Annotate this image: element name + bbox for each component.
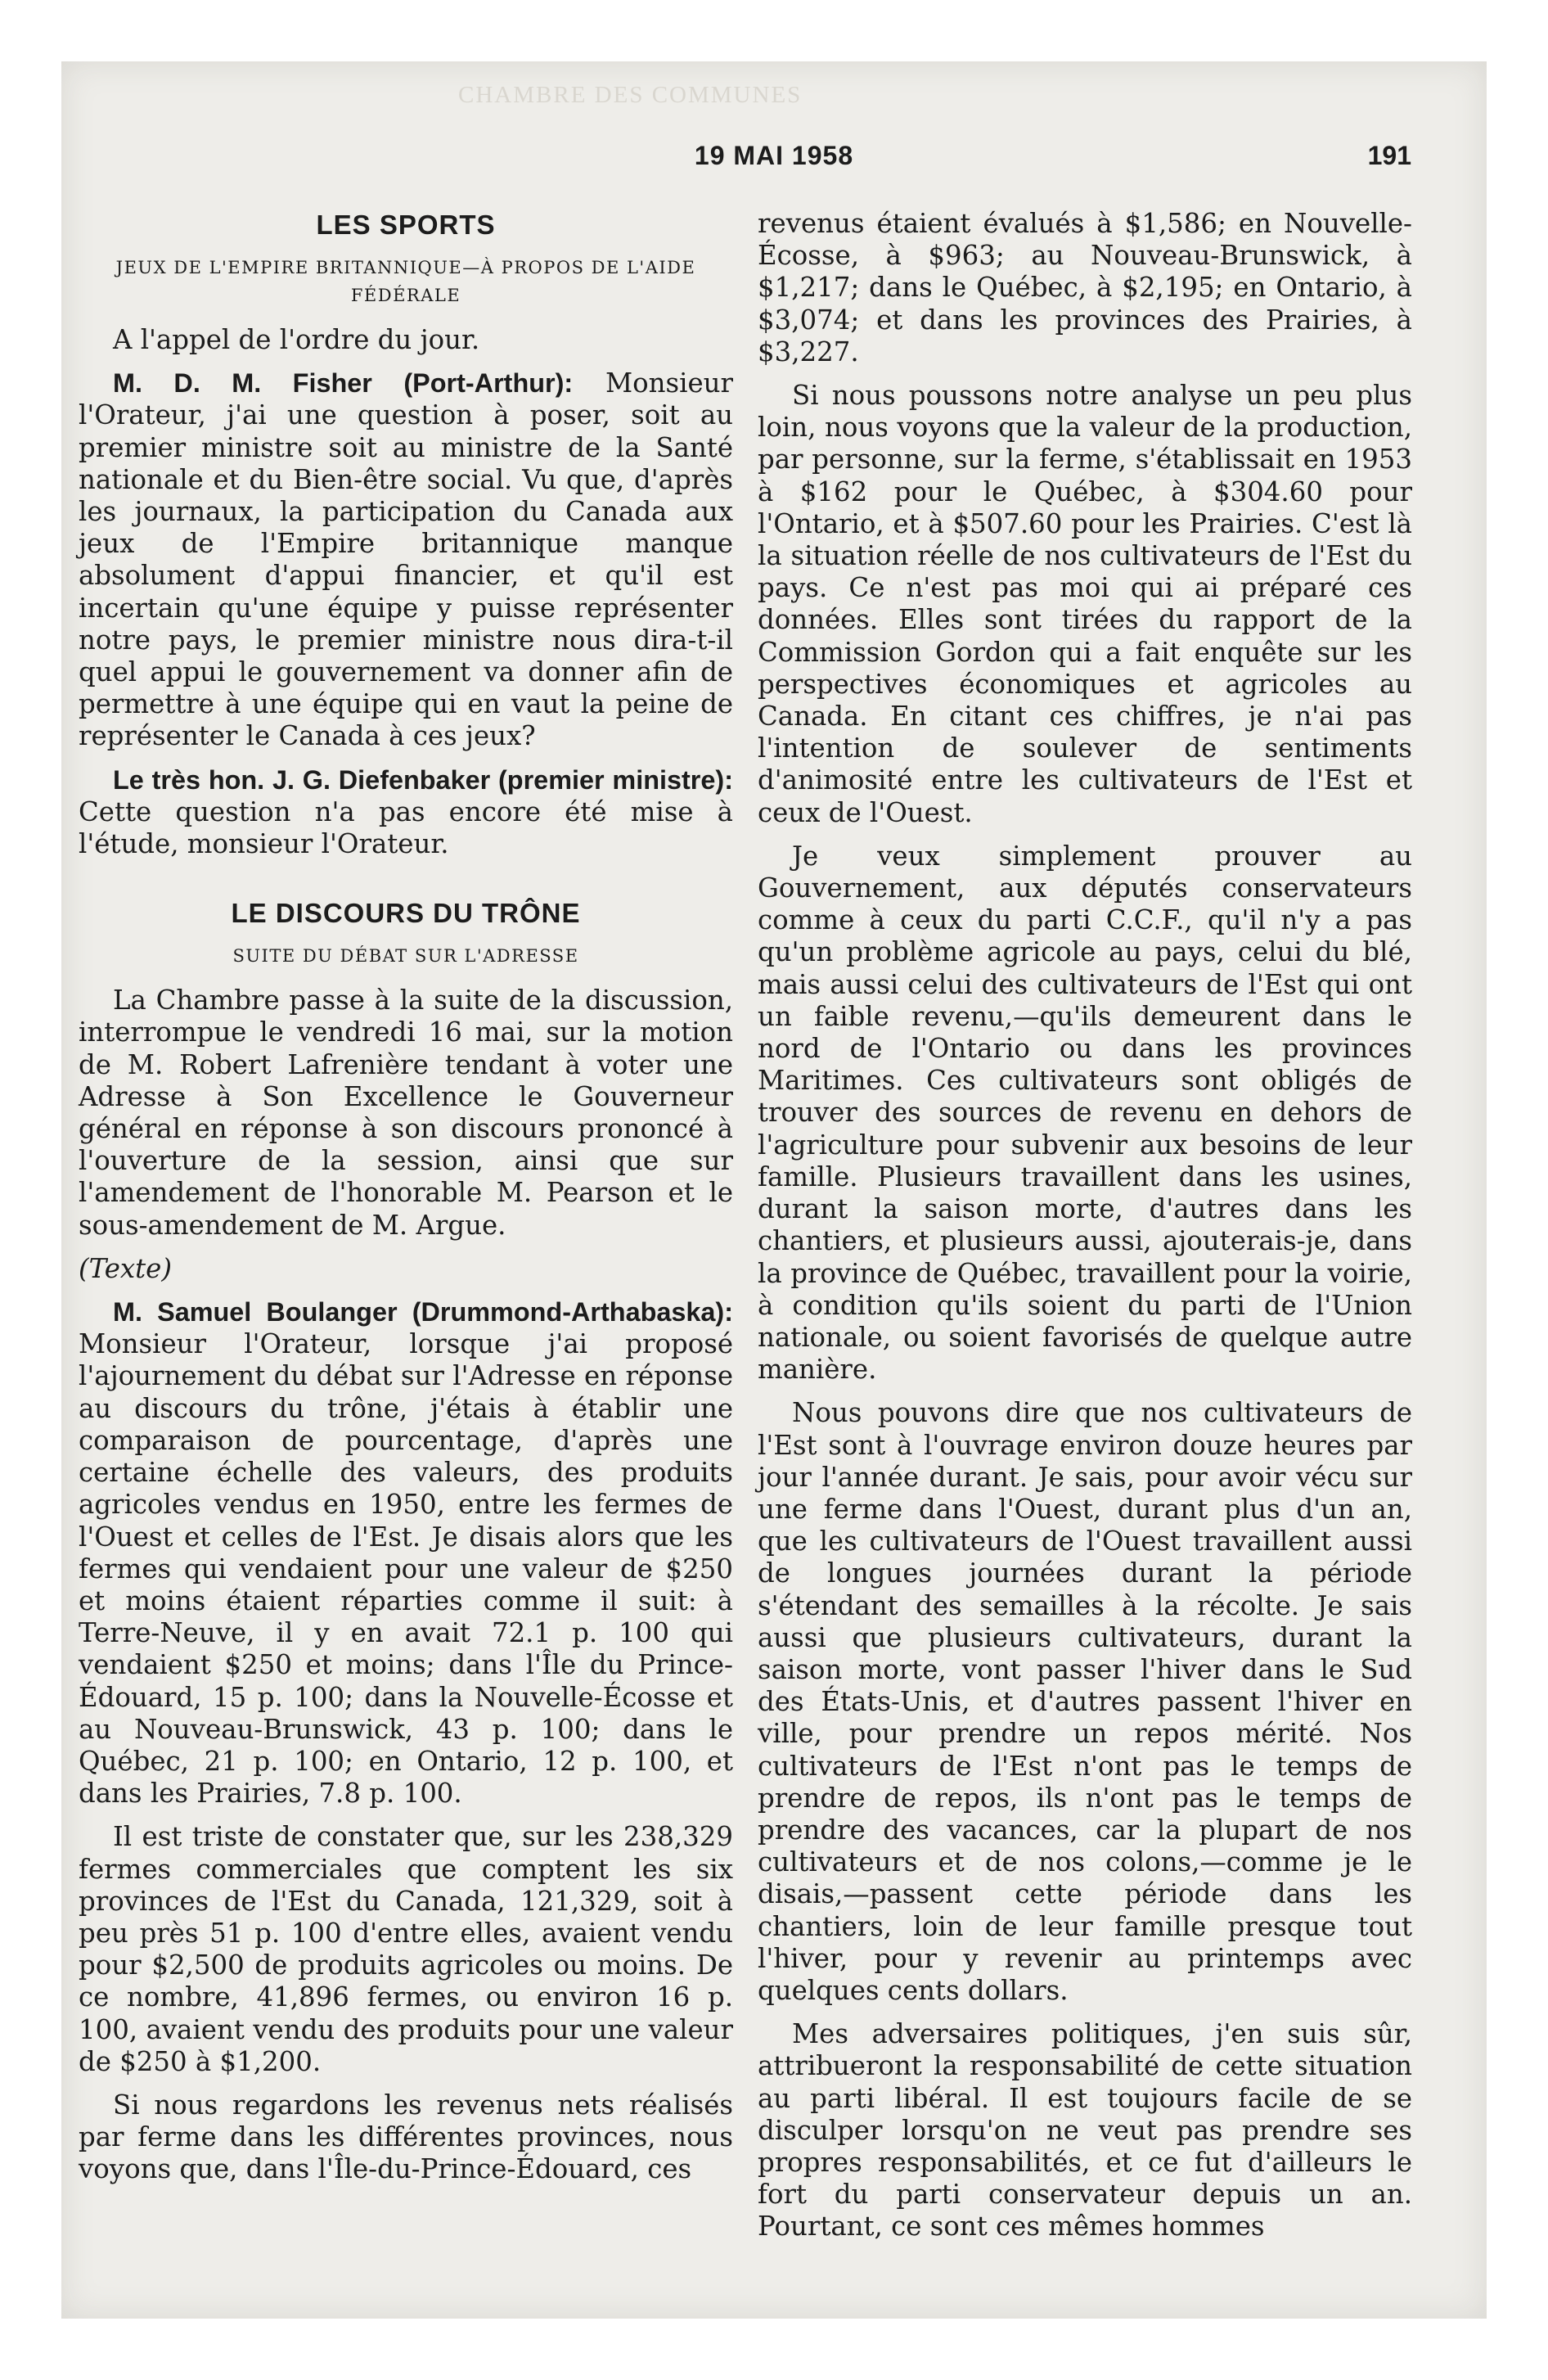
speaker-fisher: M. D. M. Fisher (Port-Arthur): xyxy=(113,368,574,399)
diefenbaker-paragraph xyxy=(79,764,733,861)
prouver-paragraph: Je veux simplement prouver au Gouvernement, aux députés conservateurs comme à ceux du parti C.C.F., qu'il n'y a pas qu'un problème agricole au pays, celui du blé, mais aussi celui des cultivateurs de l'Est qui ont un faible revenu,—qu'ils demeurent dans le nord de l'Ontario ou dans les provinces Maritimes. Ces cultivateurs sont obligés de trouver des sources de revenu en dehors de l'agriculture pour subvenir aux besoins de leur famille. Plusieurs travaillent dans les usines, durant la saison morte, d'autres dans les chantiers, et plusieurs aussi, ajouterais-je, dans la province de Québec, travaillent pour la voirie, à condition qu'ils soient du parti de l'Union nationale, ou soient favorisés de quelque autre manière. xyxy=(758,840,1412,1386)
section-subtitle-throne: SUITE DU DÉBAT SUR L'ADRESSE xyxy=(232,946,579,967)
revenus-nets-paragraph: Si nous regardons les revenus nets réalisés par ferme dans les différentes provinces, nous voyons que, dans l'Île-du-Prince-Édouard, ces xyxy=(79,2089,733,2185)
right-column xyxy=(758,208,1412,2255)
fisher-paragraph xyxy=(79,367,733,752)
diefenbaker-speech: Cette question n'a pas encore été mise à l'étude, monsieur l'Orateur. xyxy=(79,796,733,860)
speaker-diefenbaker: Le très hon. J. G. Diefenbaker (premier ministre): xyxy=(113,764,733,795)
section-title-sports: LES SPORTS xyxy=(316,210,496,240)
adversaires-paragraph: Mes adversaires politiques, j'en suis sûr, attribueront la responsabilité de cette situation au parti libéral. Il est toujours facile de se disculper lorsqu'on ne veut pas prendre ses propres responsabilités, et ce fut d'ailleurs le fort du parti conservateur depuis un an. Pourtant, ce sont ces mêmes hommes xyxy=(758,2018,1412,2243)
revenus-continuation-paragraph: revenus étaient évalués à $1,586; en Nouvelle-Écosse, à $963; au Nouveau-Brunswick, à $1,217; dans le Québec, à $2,195; en Ontario, à $3,074; et dans les provinces des Prairies, à $3,227. xyxy=(758,208,1412,367)
page-number: 191 xyxy=(1367,141,1411,170)
analyse-paragraph: Si nous poussons notre analyse un peu plus loin, nous voyons que la valeur de la production, par personne, sur la ferme, s'établissait en 1953 à $162 pour le Québec, à $304.60 pour l'Ontario, et à $507.60 pour les Prairies. C'est là la situation réelle de nos cultivateurs de l'Est du pays. Ce n'est pas moi qui ai préparé ces données. Elles sont tirées du rapport de la Commission Gordon qui a fait enquête sur les perspectives économiques et agricoles au Canada. En citant ces chiffres, je n'ai pas l'intention de soulever de sentiments d'animosité entre les cultivateurs de l'Est et ceux de l'Ouest. xyxy=(758,380,1412,828)
section-title-throne: LE DISCOURS DU TRÔNE xyxy=(231,898,581,929)
boulanger-paragraph xyxy=(79,1296,733,1810)
boulanger-speech: Monsieur l'Orateur, lorsque j'ai proposé l'ajournement du débat sur l'Adresse en réponse au discours du trône, j'étais à établir une comparaison de pourcentage, d'après une certaine échelle des valeurs, des produits agricoles vendus en 1950, entre les fermes de l'Ouest et celles de l'Est. Je disais alors que les fermes qui vendaient pour une valeur de $250 et moins étaient réparties comme il suit: à Terre-Neuve, il y en avait 72.1 p. 100 qui vendaient $250 et moins; dans l'Île du Prince-Édouard, 15 p. 100; dans la Nouvelle-Écosse et au Nouveau-Brunswick, 43 p. 100; dans le Québec, 21 p. 100; en Ontario, 12 p. 100, et dans les Prairies, 7.8 p. 100. xyxy=(79,1328,733,1810)
page-date: 19 MAI 1958 xyxy=(694,141,854,170)
chambre-paragraph: La Chambre passe à la suite de la discussion, interrompue le vendredi 16 mai, sur la motion de M. Robert Lafrenière tendant à voter une Adresse à Son Excellence le Gouverneur général en réponse à son discours prononcé à l'ouverture de la session, ainsi que sur l'amendement de l'honorable M. Pearson et le sous-amendement de M. Argue. xyxy=(79,985,733,1241)
order-of-day-paragraph: A l'appel de l'ordre du jour. xyxy=(113,324,480,355)
speaker-boulanger: M. Samuel Boulanger (Drummond-Arthabaska): xyxy=(113,1297,733,1327)
fermes-paragraph: Il est triste de constater que, sur les 238,329 fermes commerciales que comptent les six provinces de l'Est du Canada, 121,329, soit à peu près 51 p. 100 d'entre elles, avaient vendu pour $2,500 de produits agricoles ou moins. De ce nombre, 41,896 fermes, ou environ 16 p. 100, avaient vendu des produits pour une valeur de $250 à $1,200. xyxy=(79,1821,733,2077)
fisher-speech: Monsieur l'Orateur, j'ai une question à poser, soit au premier ministre soit au ministre de la Santé nationale et du Bien-être social. Vu que, d'après les journaux, la participation du Canada aux jeux de l'Empire britannique manque absolument d'appui financier, et qu'il est incertain qu'une équipe y puisse représenter notre pays, le premier ministre nous dira-t-il quel appui le gouvernement va donner afin de permettre à une équipe qui en vaut la peine de représenter le Canada à ces jeux? xyxy=(79,367,733,752)
texte-label: (Texte) xyxy=(79,1252,172,1284)
left-column xyxy=(79,208,733,2197)
bleed-through-text: CHAMBRE DES COMMUNES xyxy=(458,82,803,108)
cultivateurs-paragraph: Nous pouvons dire que nos cultivateurs de l'Est sont à l'ouvrage environ douze heures par jour l'année durant. Je sais, pour avoir vécu sur une ferme dans l'Ouest, durant plus d'un an, que les cultivateurs de l'Ouest travaillent aussi de longues journées durant la période s'étendant des semailles à la récolte. Je sais aussi que plusieurs cultivateurs, durant la saison morte, vont passer l'hiver dans le Sud des États-Unis, et d'autres passent l'hiver en ville, pour prendre un repos mérité. Nos cultivateurs de l'Est n'ont pas le temps de prendre de repos, ils n'ont pas le temps de prendre des vacances, car la plupart de nos cultivateurs et de nos colons,—comme je le disais,—passent cette période dans les chantiers, loin de leur famille presque tout l'hiver, pour y revenir au printemps avec quelques cents dollars. xyxy=(758,1397,1412,2006)
section-subtitle-sports: JEUX DE L'EMPIRE BRITANNIQUE—À PROPOS DE L'AIDE FÉDÉRALE xyxy=(115,258,696,305)
